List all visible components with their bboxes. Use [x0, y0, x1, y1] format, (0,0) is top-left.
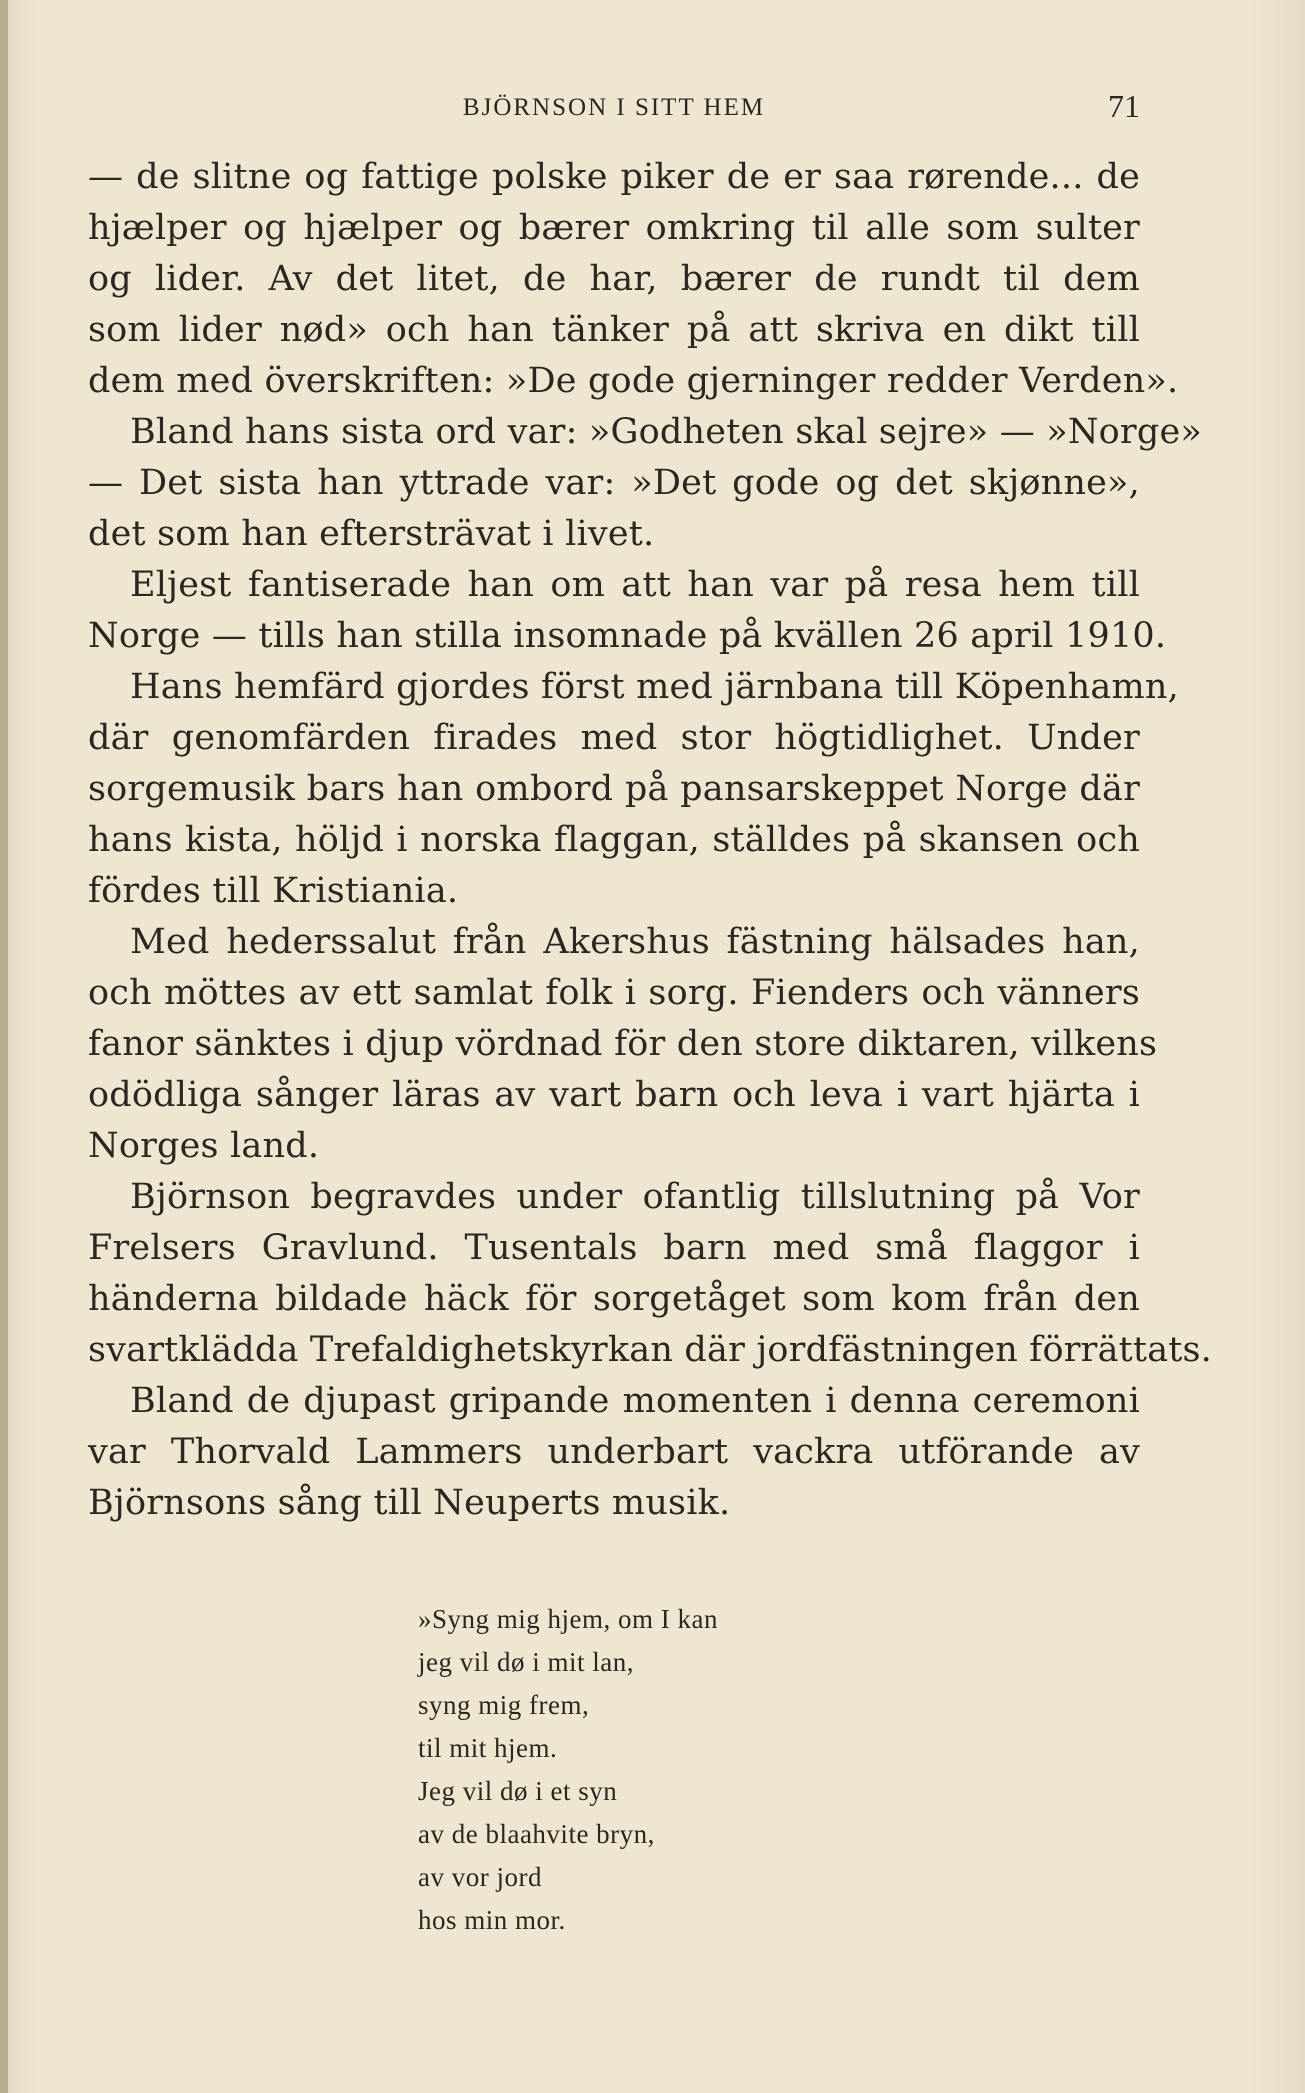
- text-line: svartklädda Trefaldighetskyrkan där jordfästningen förrättats.: [88, 1330, 1213, 1370]
- page-number: 71: [1108, 88, 1140, 124]
- text-line: Eljest fantiserade han om att han var på resa hem till: [130, 565, 1140, 605]
- text-line: hjælper og hjælper og bærer omkring til alle som sulter: [88, 208, 1140, 248]
- text-line: där genomfärden firades med stor högtidlighet. Under: [88, 718, 1140, 758]
- verse-line: jeg vil dø i mit lan,: [418, 1647, 634, 1677]
- text-line: hans kista, höljd i norska flaggan, ställdes på skansen och: [88, 820, 1140, 860]
- text-line: dem med överskriften: »De gode gjerninger redder Verden».: [88, 361, 1179, 401]
- text-line: och möttes av ett samlat folk i sorg. Fienders och vänners: [88, 973, 1140, 1013]
- text-line: sorgemusik bars han ombord på pansarskeppet Norge där: [88, 769, 1140, 809]
- text-line: Bland hans sista ord var: »Godheten skal sejre» — »Norge»: [130, 412, 1202, 452]
- page-binding-edge: [0, 0, 8, 2093]
- text-line: var Thorvald Lammers underbart vackra utförande av: [88, 1432, 1140, 1472]
- text-line: odödliga sånger läras av vart barn och leva i vart hjärta i: [88, 1075, 1140, 1115]
- page-header: [88, 88, 1140, 128]
- text-line: — de slitne og fattige polske piker de er saa rørende... de: [88, 157, 1140, 197]
- text-line: Bland de djupast gripande momenten i denna ceremoni: [130, 1381, 1140, 1421]
- text-line: — Det sista han yttrade var: »Det gode og det skjønne»,: [88, 463, 1140, 503]
- verse-line: syng mig frem,: [418, 1690, 590, 1720]
- running-head: BJÖRNSON I SITT HEM: [462, 94, 766, 121]
- text-line: Frelsers Gravlund. Tusentals barn med små flaggor i: [88, 1228, 1140, 1268]
- verse-block: [418, 1598, 918, 1942]
- body-text: [88, 152, 1213, 1529]
- text-line: fanor sänktes i djup vördnad för den store diktaren, vilkens: [88, 1024, 1158, 1064]
- text-line: Björnsons sång till Neuperts musik.: [88, 1483, 731, 1523]
- verse-line: hos min mor.: [418, 1905, 566, 1935]
- text-line: fördes till Kristiania.: [88, 871, 459, 911]
- text-line: Med hederssalut från Akershus fästning hälsades han,: [130, 922, 1140, 962]
- text-line: Björnson begravdes under ofantlig tillslutning på Vor: [130, 1177, 1140, 1217]
- text-line: Hans hemfärd gjordes först med järnbana till Köpenhamn,: [130, 667, 1179, 707]
- text-line: og lider. Av det litet, de har, bærer de rundt til dem: [88, 259, 1140, 299]
- verse-line: »Syng mig hjem, om I kan: [418, 1604, 718, 1634]
- text-line: Norges land.: [88, 1126, 320, 1166]
- text-line: det som han eftersträvat i livet.: [88, 514, 655, 554]
- verse-line: av vor jord: [418, 1862, 542, 1892]
- verse-line: Jeg vil dø i et syn: [418, 1776, 618, 1806]
- text-line: Norge — tills han stilla insomnade på kvällen 26 april 1910.: [88, 616, 1167, 656]
- verse-line: til mit hjem.: [418, 1733, 558, 1763]
- verse-line: av de blaahvite bryn,: [418, 1819, 655, 1849]
- text-line: som lider nød» och han tänker på att skriva en dikt till: [88, 310, 1140, 350]
- text-line: händerna bildade häck för sorgetåget som kom från den: [88, 1279, 1140, 1319]
